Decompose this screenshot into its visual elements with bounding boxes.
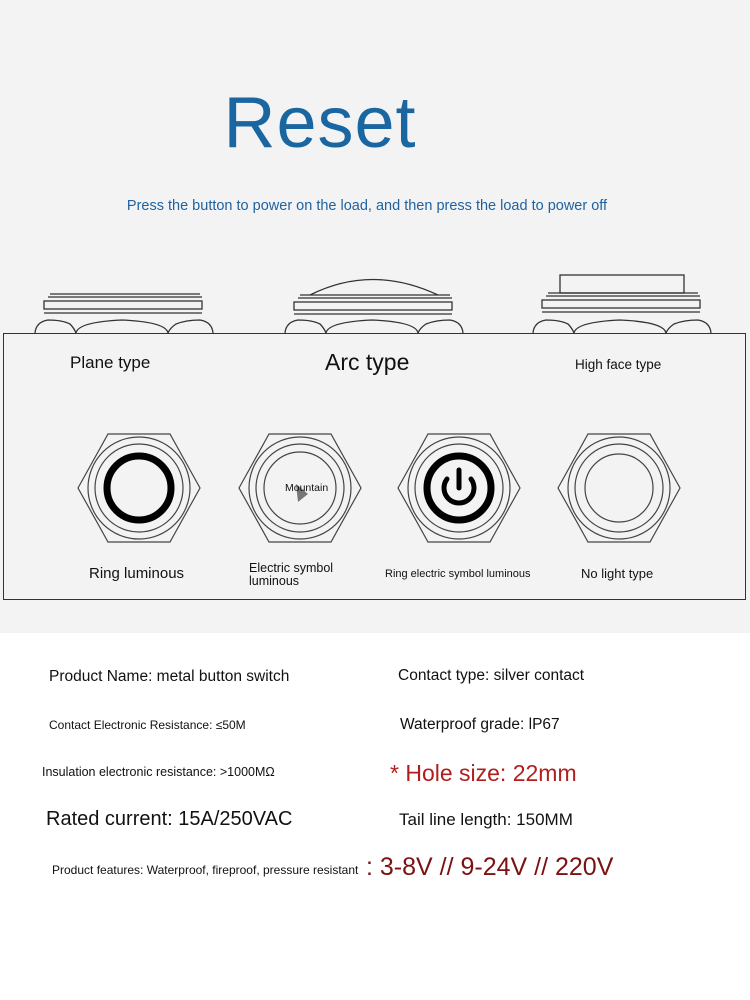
ring-electric-symbol-label: Ring electric symbol luminous: [385, 568, 531, 580]
plane-type-label: Plane type: [70, 353, 151, 372]
ring-luminous-label: Ring luminous: [89, 565, 185, 582]
mountain-symbol-text: Mountain: [285, 482, 329, 494]
contact-type-spec: Contact type: silver contact: [398, 667, 585, 684]
page-title: Reset: [223, 83, 417, 163]
contact-resistance-spec: Contact Electronic Resistance: ≤50M: [49, 718, 246, 732]
tail-line-spec: Tail line length: 150MM: [399, 810, 573, 829]
high-face-type-label: High face type: [575, 357, 662, 372]
ring-electric-symbol-icon: [397, 432, 521, 544]
plane-type-side-drawing: [30, 268, 220, 334]
arc-type-label: Arc type: [325, 349, 410, 375]
page-subtitle: Press the button to power on the load, and then press the load to power off: [126, 198, 608, 214]
voltage-spec: : 3-8V // 9-24V // 220V: [366, 853, 614, 881]
electric-symbol-label-line2: luminous: [249, 574, 300, 588]
hole-size-spec: * Hole size: 22mm: [390, 760, 577, 786]
ring-luminous-icon: [77, 432, 201, 544]
features-spec: Product features: Waterproof, fireproof, pressure resistant: [52, 863, 359, 877]
insulation-spec: Insulation electronic resistance: >1000MΩ: [42, 765, 275, 779]
high-face-type-side-drawing: [528, 268, 718, 334]
electric-symbol-label-line1: Electric symbol: [249, 561, 334, 575]
arc-type-side-drawing: [280, 268, 470, 334]
no-light-type-icon: [557, 432, 681, 544]
rated-current-spec: Rated current: 15A/250VAC: [46, 808, 293, 830]
waterproof-spec: Waterproof grade: lP67: [400, 716, 560, 733]
product-name-spec: Product Name: metal button switch: [49, 668, 290, 685]
no-light-type-label: No light type: [581, 566, 654, 581]
